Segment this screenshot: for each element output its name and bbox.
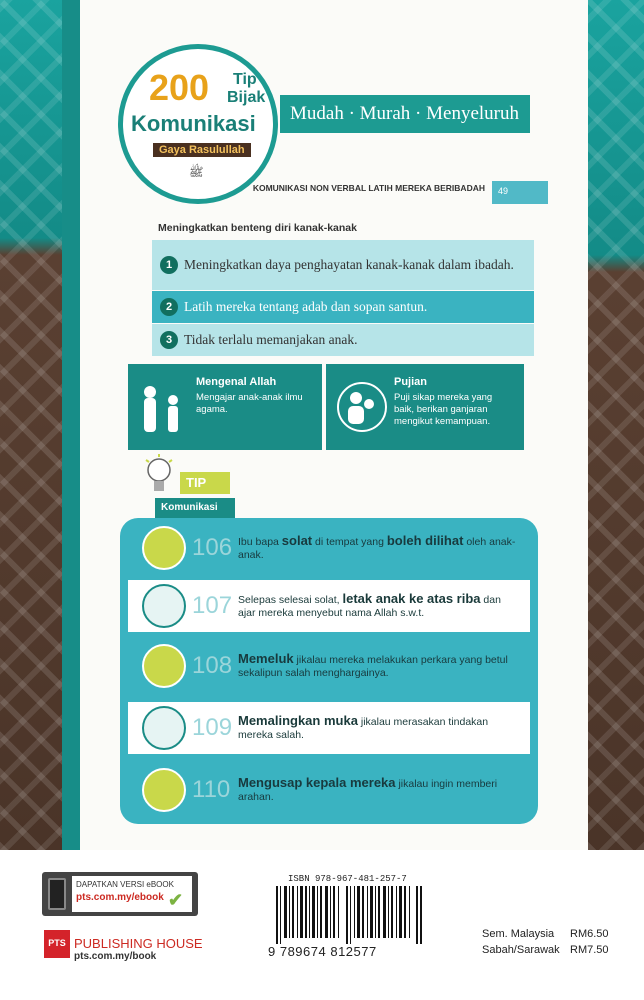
price-row bbox=[482, 944, 609, 956]
tip-number: 109 bbox=[192, 714, 233, 741]
tip-row bbox=[128, 580, 530, 632]
publisher-name: PUBLISHING HOUSE bbox=[74, 936, 203, 951]
list-number: 2 bbox=[160, 298, 178, 316]
box-description: Mengajar anak-anak ilmu agama. bbox=[196, 392, 303, 415]
tip-number: 110 bbox=[192, 776, 231, 803]
praying-figures-icon bbox=[138, 378, 190, 436]
logo-tip: Tip bbox=[233, 71, 257, 88]
lightbulb-icon bbox=[144, 454, 174, 500]
pts-logo: PTS bbox=[44, 930, 70, 958]
barcode bbox=[276, 886, 422, 944]
isbn-text: ISBN 978-967-481-257-7 bbox=[288, 874, 407, 884]
list-item-text: Tidak terlalu memanjakan anak. bbox=[184, 332, 358, 347]
tip-number: 108 bbox=[192, 652, 233, 679]
logo-bijak: Bijak bbox=[227, 89, 266, 106]
family-prayer-icon bbox=[142, 526, 186, 570]
mengenal-allah-box bbox=[128, 364, 322, 450]
tip-row bbox=[128, 702, 530, 754]
price-region: Sabah/Sarawak bbox=[482, 944, 560, 956]
price-amount: RM6.50 bbox=[570, 928, 609, 940]
pujian-box bbox=[326, 364, 524, 450]
right-background-pattern bbox=[588, 0, 644, 850]
list-item-text: Meningkatkan daya penghayatan kanak-kanak dalam ibadah. bbox=[184, 257, 514, 272]
ebook-link[interactable]: pts.com.my/ebook bbox=[76, 892, 164, 903]
hug-icon bbox=[142, 644, 186, 688]
list-number: 3 bbox=[160, 331, 178, 349]
tip-text: Ibu bapa solat di tempat yang boleh dilihat oleh anak-anak. bbox=[238, 533, 516, 561]
price-amount: RM7.50 bbox=[570, 944, 609, 956]
parent-child-icon bbox=[336, 378, 388, 436]
price-row bbox=[482, 928, 609, 940]
tip-number: 107 bbox=[192, 592, 233, 619]
logo-komunikasi: Komunikasi bbox=[131, 111, 256, 136]
box-description: Puji sikap mereka yang baik, berikan ganjaran mengikut kemampuan. bbox=[394, 392, 493, 427]
box-title: Pujian bbox=[394, 376, 428, 388]
box-title: Mengenal Allah bbox=[196, 376, 277, 388]
book-logo bbox=[118, 44, 278, 204]
left-teal-strip bbox=[62, 0, 80, 850]
tip-number: 106 bbox=[192, 534, 233, 561]
subtitle: Meningkatkan benteng diri kanak-kanak bbox=[158, 222, 357, 234]
download-check-icon: ✔ bbox=[168, 890, 184, 910]
turning-face-icon bbox=[142, 706, 186, 750]
tip-text: Memalingkan muka jikalau merasakan tindakan mereka salah. bbox=[238, 713, 489, 741]
logo-number: 200 bbox=[149, 67, 210, 108]
price-region: Sem. Malaysia bbox=[482, 928, 555, 940]
komunikasi-label: Komunikasi bbox=[155, 498, 235, 518]
page-number: 49 bbox=[492, 181, 548, 204]
tip-text: Selepas selesai solat, letak anak ke atas riba dan ajar mereka menyebut nama Allah s.w.t. bbox=[238, 591, 501, 619]
barcode-number: 9 789674 812577 bbox=[268, 944, 377, 959]
tip-label: TIP bbox=[180, 472, 230, 494]
tip-text: Memeluk jikalau mereka melakukan perkara yang betul sekalipun salah menghargainya. bbox=[238, 651, 508, 679]
section-header: KOMUNIKASI NON VERBAL LATIH MEREKA BERIBADAH bbox=[252, 183, 485, 193]
tip-row bbox=[128, 764, 530, 816]
logo-saw-calligraphy: ﷺ bbox=[189, 165, 204, 179]
logo-gaya-rasulullah: Gaya Rasulullah bbox=[153, 143, 251, 157]
publisher-url[interactable]: pts.com.my/book bbox=[74, 951, 157, 962]
list-item bbox=[152, 324, 534, 356]
tip-row bbox=[128, 522, 530, 574]
list-item bbox=[152, 291, 534, 323]
tip-row bbox=[128, 640, 530, 692]
phone-icon bbox=[48, 878, 66, 910]
list-number: 1 bbox=[160, 256, 178, 274]
list-item-text: Latih mereka tentang adab dan sopan santun. bbox=[184, 299, 428, 314]
mother-child-lap-icon bbox=[142, 584, 186, 628]
list-item bbox=[152, 240, 534, 290]
ebook-caption: DAPATKAN VERSI eBOOK bbox=[76, 880, 174, 889]
tagline: Mudah · Murah · Menyeluruh bbox=[280, 95, 530, 133]
tip-text: Mengusap kepala mereka jikalau ingin memberi arahan. bbox=[238, 775, 498, 803]
head-pat-icon bbox=[142, 768, 186, 812]
